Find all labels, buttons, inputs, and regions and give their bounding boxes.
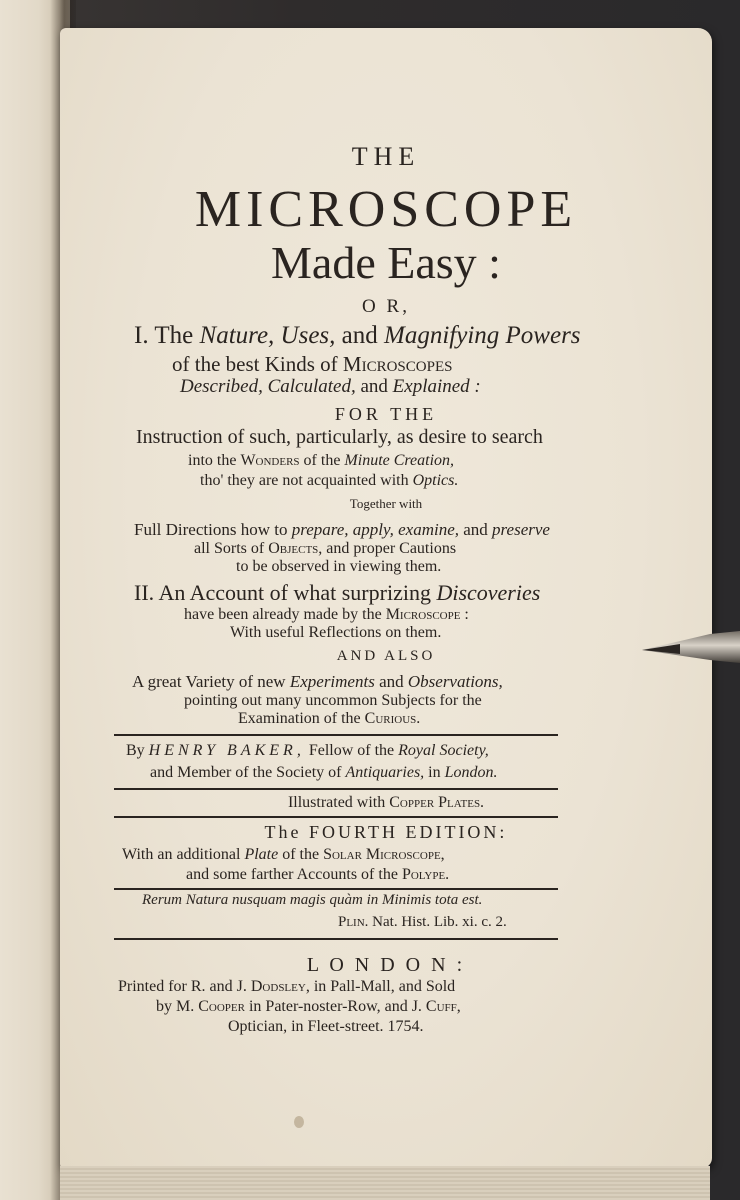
text-run: Experiments [289, 672, 375, 691]
text-run: and Member of the Society of [150, 764, 346, 781]
rule-5 [114, 938, 558, 940]
instruction-line: Instruction of such, particularly, as desire to search [136, 426, 543, 448]
text-run: Nature, Uses, [199, 322, 336, 349]
rule-3 [114, 816, 558, 818]
text-run: Observations, [407, 672, 503, 691]
text-run: in Pater-noster-Row, and J. [244, 998, 426, 1015]
part-one-numeral: I. [134, 322, 149, 349]
text-run: and [335, 322, 385, 349]
part-one-line-2 [172, 352, 452, 377]
part-one-line-1 [134, 322, 581, 350]
text-run: and [355, 376, 393, 397]
text-run: Minute Creation, [344, 452, 455, 469]
imprint-line-3: Optician, in Fleet-street. 1754. [228, 1018, 424, 1035]
rule-1 [114, 734, 558, 736]
wonders-line [188, 452, 454, 470]
page-block-edges [60, 1166, 710, 1200]
title-the: THE [351, 142, 421, 171]
text-run: into the [188, 452, 241, 469]
text-run: Objects, [268, 540, 323, 557]
text-run: Royal Society, [398, 742, 489, 759]
text-run: Magnifying Powers [384, 322, 581, 349]
part-two-numeral: II. [134, 580, 155, 605]
text-run: The [154, 322, 200, 349]
sorts-line [194, 540, 456, 558]
text-run: tho' they are not acquainted with [200, 472, 413, 489]
text-run: London. [444, 764, 498, 781]
motto-line: Rerum Natura nusquam magis quàm in Minimis tota est. [142, 892, 483, 908]
title-or: O R, [362, 296, 410, 317]
title-microscope: MICROSCOPE [194, 181, 578, 238]
part-two-line-2 [184, 606, 469, 624]
text-run: prepare, apply, examine, [291, 520, 459, 539]
variety-line [132, 672, 503, 692]
text-run: have been already made by the [184, 606, 386, 623]
rule-2 [114, 788, 558, 790]
text-run: of the [278, 846, 324, 863]
text-run: preserve [492, 520, 550, 539]
text-run: Solar Microscope, [323, 846, 445, 863]
imprint-line-2 [156, 998, 461, 1016]
text-run: Discoveries [436, 580, 541, 605]
text-run: Described, Calculated, [180, 376, 356, 397]
additional-line [122, 846, 445, 864]
text-run: and [374, 672, 408, 691]
text-run: Cuff, [425, 998, 461, 1015]
text-run: Curious. [364, 710, 421, 727]
text-run: A great Variety of new [132, 672, 290, 691]
text-run: Wonders [240, 452, 300, 469]
text-run: Dodsley, [250, 978, 310, 995]
text-run: of the best Kinds of [172, 352, 343, 376]
text-run: by M. [156, 998, 199, 1015]
text-run: Polype. [401, 866, 450, 883]
text-run: and proper Cautions [322, 540, 457, 557]
text-run: Optics. [412, 472, 459, 489]
text-run: Nat. Hist. Lib. xi. c. 2. [368, 914, 507, 930]
text-run: and some farther Accounts of the [186, 866, 402, 883]
and-also: AND ALSO [336, 648, 436, 664]
for-the: FOR THE [334, 404, 438, 424]
observed-line: to be observed in viewing them. [236, 558, 442, 575]
text-run: Cooper [198, 998, 245, 1015]
part-two-line-3: With useful Reflections on them. [230, 624, 442, 641]
text-run: and [459, 520, 493, 539]
optics-line [200, 472, 458, 490]
imprint-line-1 [118, 978, 455, 996]
text-run: By [126, 742, 149, 759]
text-run: Microscope : [385, 606, 469, 623]
rule-4 [114, 888, 558, 890]
text-run: of the [299, 452, 345, 469]
author-line [126, 742, 489, 760]
page-blemish [294, 1116, 304, 1128]
text-run: An Account of what surprizing [158, 580, 437, 605]
text-run: Plin. [338, 914, 369, 930]
text-run: all Sorts of [194, 540, 269, 557]
examination-line [238, 710, 420, 728]
illustrated-line [60, 794, 712, 812]
directions-line [134, 520, 550, 540]
text-run: Illustrated with [287, 794, 390, 811]
text-run: Printed for R. and J. [118, 978, 251, 995]
farther-line [186, 866, 449, 884]
text-run: Copper Plates. [389, 794, 485, 811]
text-run: Plate [244, 846, 279, 863]
title-made-easy: Made Easy : [271, 237, 501, 288]
pointing-line: pointing out many uncommon Subjects for the [184, 692, 482, 709]
part-two-line-1 [134, 580, 540, 606]
part-one-line-3 [180, 376, 481, 398]
text-run: in Pall-Mall, and Sold [309, 978, 456, 995]
text-run: Antiquaries, [345, 764, 425, 781]
together-with: Together with [349, 496, 423, 511]
text-run: Explained : [392, 376, 481, 397]
text-run: Fellow of the [304, 742, 399, 759]
text-run: Microscopes [342, 352, 453, 376]
edition-line: The FOURTH EDITION: [264, 822, 508, 842]
text-run: With an additional [122, 846, 245, 863]
citation-line [338, 914, 507, 931]
london-line: L O N D O N : [306, 954, 466, 976]
author-name: HENRY BAKER, [148, 742, 305, 759]
text-run: in [424, 764, 445, 781]
member-line [150, 764, 498, 782]
text-run: Examination of the [238, 710, 365, 727]
text-run: Full Directions how to [134, 520, 292, 539]
